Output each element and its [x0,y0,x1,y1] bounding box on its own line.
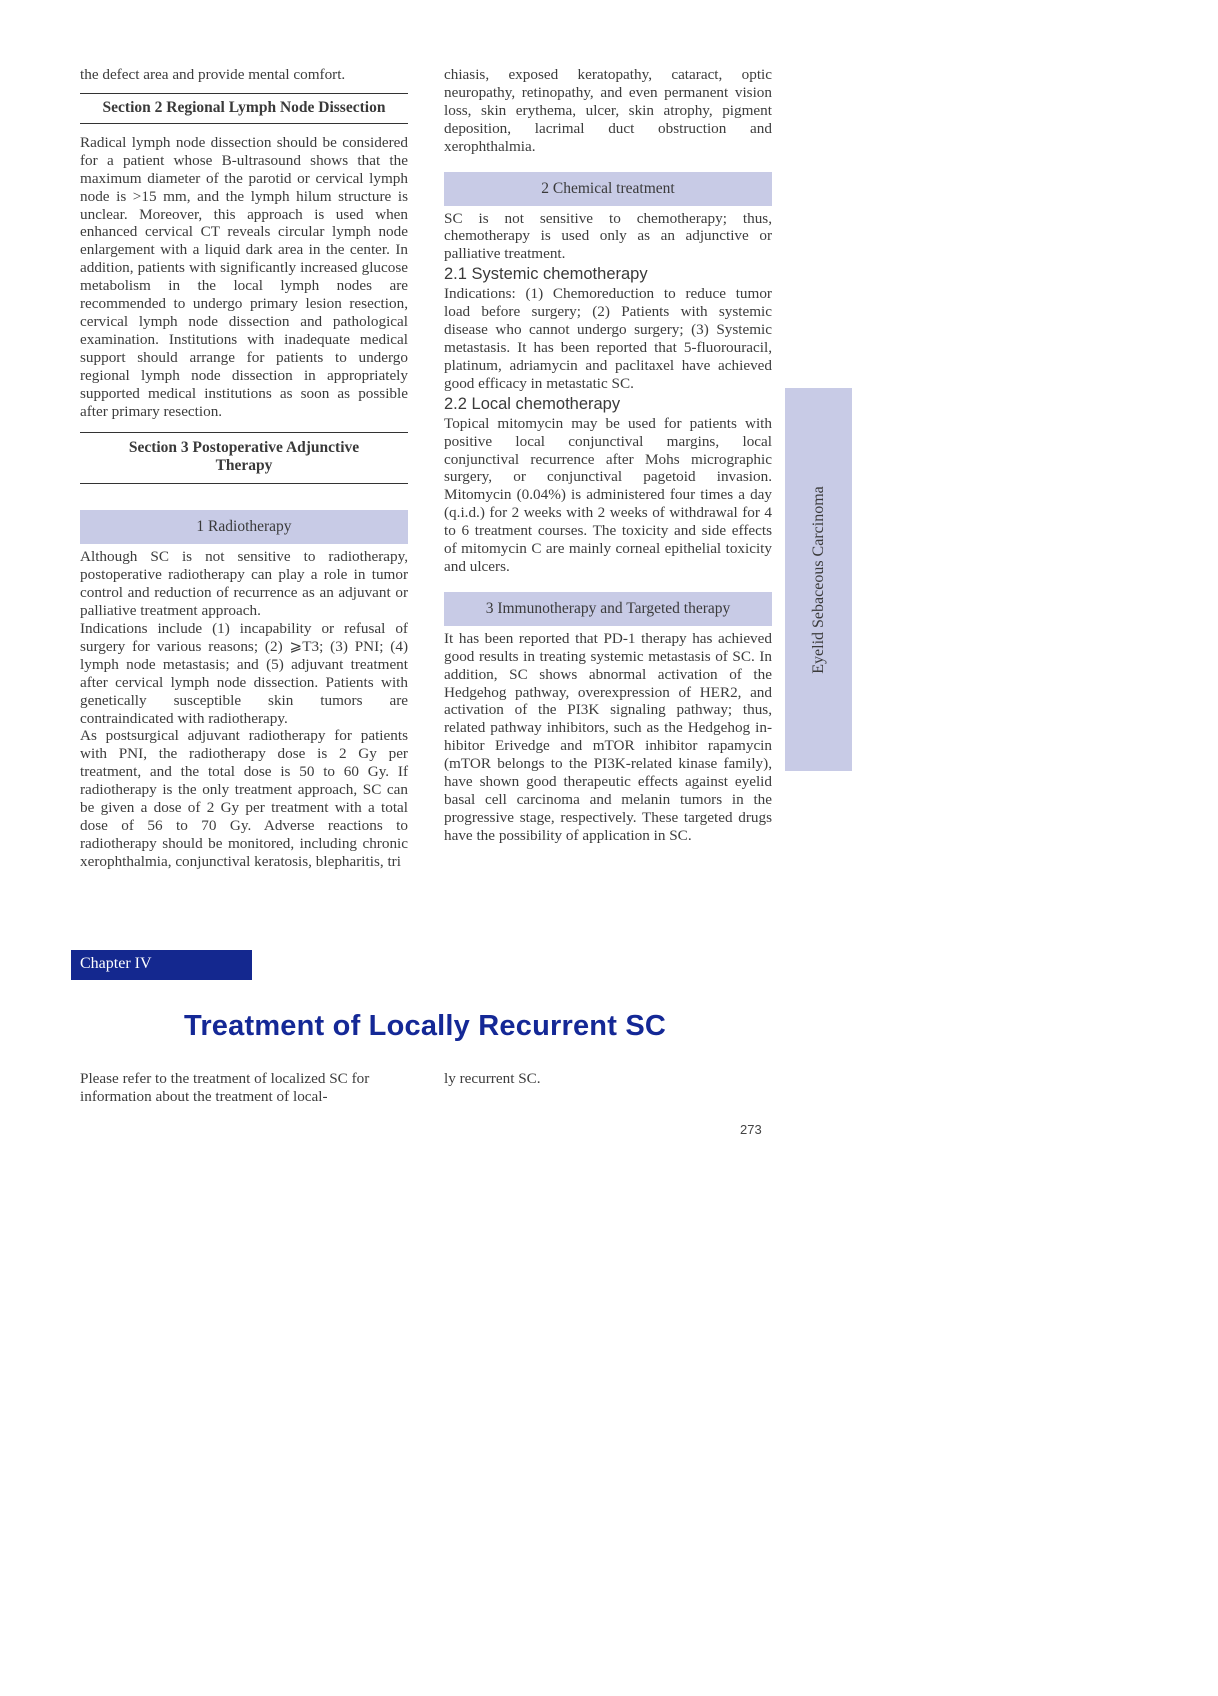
radiotherapy-heading: 1 Radiotherapy [80,510,408,544]
section-2-body: Radical lymph node dissection should be considered for a patient whose B-ultrasound shows that the maximum diameter of the parotid or cervical lymph node is >15 mm, and the lymph hilum structure is unclear. Moreover, this approach is used when enhanced cervical CT reveals circular lymph node enlargement with a liquid dark area in the center. In addition, patients with significantly increased glucose metabolism in the local lymph nodes are recommended to undergo primary lesion resection, cervical lymph node dissection and pathological examination. Institutions with inadequate medical support should arrange for patients to undergo regional lymph node dissection in appropriately supported medical institutions as soon as possible after primary resection. [80,133,408,420]
local-chemotherapy-body: Topical mitomycin may be used for patients with positive local conjunctival margins, local conjunctival recurrence after Mohs micrographic surgery, or conjunctival pagetoid invasion. Mitomycin (0.04%) is administered four times a day (q.i.d.) for 2 weeks with 2 weeks of withdrawal for 4 to 6 treatment courses. The toxicity and side effects of mitomycin C are mainly corneal epithelial toxicity and ulcers. [444,414,772,575]
chapter-label-box [71,950,252,980]
local-chemotherapy-heading: 2.2 Local chemotherapy [444,394,621,413]
section-2-heading: Section 2 Regional Lymph Node Dissection [80,93,408,124]
chapter-body-left: Please refer to the treatment of localized SC for information about the treatment of local- [80,1070,370,1105]
chemical-treatment-heading: 2 Chemical treatment [444,172,772,206]
left-column [80,66,408,871]
immunotherapy-body: It has been reported that PD-1 therapy has achieved good results in treating systemic metastasis of SC. In addition, SC shows abnormal activation of the Hedgehog pathway, overexpression of HER2, and activation of the PI3K signaling pathway; thus, related pathway inhibitors, such as the Hedgehog inhibitor Erivedge and mTOR inhibitor rapamycin (mTOR belongs to the PI3K-related kinase family), have shown good therapeutic effects against eyelid basal cell carcinoma and melanin tumors in the progressive stage, respectively. These targeted drugs have the possibility of application in SC. [444,629,772,844]
immunotherapy-heading: 3 Immunotherapy and Targeted therapy [444,592,772,626]
systemic-chemotherapy-body: Indications: (1) Chemoreduction to reduce tumor load before surgery; (2) Patients with systemic disease who cannot undergo surgery; (3) Systemic metastasis. It has been reported that 5-fluorouracil, platinum, adriamycin and paclitaxel have achieved good efficacy in metastatic SC. [444,285,772,392]
side-tab-label: Eyelid Sebaceous Carcinoma [809,485,827,674]
chapter-title: Treatment of Locally Recurrent SC [184,1010,666,1042]
page-number: 273 [740,1122,762,1137]
chapter-body-right: ly recurrent SC. [444,1070,541,1087]
chapter-label: Chapter IV [80,955,152,972]
chemical-treatment-body: SC is not sensitive to chemotherapy; thus, chemotherapy is used only as an adjunctive or palliative treatment. [444,209,772,263]
radiotherapy-paragraph-3: As postsurgical adjuvant radiotherapy for patients with PNI, the radiotherapy dose is 2 Gy per treatment, and the total dose is 50 to 60 Gy. If radiotherapy is the only treatment approach, SC can be given a dose of 2 Gy per treatment with a total dose of 56 to 70 Gy. Adverse reactions to radiotherapy should be monitored, including chronic xerophthalmia, conjunctival keratosis, blepharitis, tri [80,727,408,870]
radiotherapy-paragraph-1: Although SC is not sensitive to radiotherapy, postoperative radiotherapy can play a role in tumor control and reduction of recurrence as an adjuvant or palliative treatment approach. [80,548,408,620]
section-3-heading: Section 3 Postoperative Adjunctive Therapy [80,432,408,484]
side-tab [785,388,852,771]
systemic-chemotherapy-heading: 2.1 Systemic chemotherapy [444,265,648,284]
right-column [444,66,772,845]
radiotherapy-paragraph-2: Indications include (1) incapability or refusal of surgery for various reasons; (2) ⩾T3; (3) PNI; (4) lymph node metastasis; and (5) adjuvant treatment after cervical lymph node dissection. Patients with genetically susceptible skin tumors are contraindicated with radiotherapy. [80,620,408,727]
continued-text: chiasis, exposed keratopathy, cataract, optic neuropathy, retinopathy, and even permanent vision loss, skin erythema, ulcer, skin atrophy, pigment deposition, lacrimal duct obstruction and xerophthalmia. [444,66,772,155]
lead-text: the defect area and provide mental comfort. [80,66,346,83]
